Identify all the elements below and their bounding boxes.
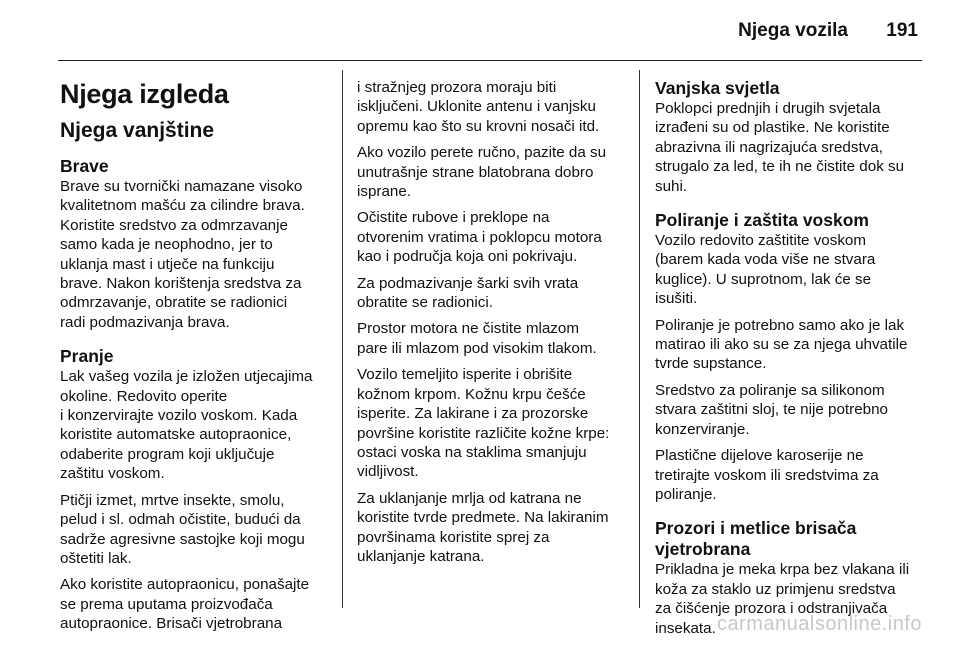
text-line: izrađeni su od plastike. Ne koristite (655, 119, 890, 137)
paragraph (357, 274, 627, 313)
text-line: Ako vozilo perete ručno, pazite da su (357, 144, 607, 162)
text-line: zaštitu voskom. (60, 465, 165, 483)
text-line: radi podmazivanja brava. (60, 313, 230, 331)
text-line: odmrzavanje, obratite se radionici (60, 294, 288, 312)
text-line: Očistite rubove i preklope na (357, 209, 550, 227)
paragraph (655, 316, 925, 374)
paragraph (60, 177, 330, 332)
text-line: Poliranje je potrebno samo ako je lak (655, 316, 905, 334)
header-divider (58, 60, 922, 61)
text-line: Za podmazivanje šarki svih vrata (357, 274, 579, 292)
text-line: Vozilo temeljito isperite i obrišite (357, 366, 573, 384)
text-line: površinama koristite sprej za (357, 528, 550, 546)
column-divider-2 (639, 70, 640, 608)
text-line: oštetiti lak. (60, 549, 132, 567)
paragraph (60, 367, 330, 483)
paragraph (655, 231, 925, 309)
heading-line: vjetrobrana (655, 539, 751, 560)
text-line: poliranje. (655, 485, 717, 503)
paragraph (655, 99, 925, 196)
text-line: Za uklanjanje mrlja od katrana ne (357, 489, 582, 507)
column-1 (60, 72, 330, 648)
text-line: koristite automatske autopraonice, (60, 426, 292, 444)
text-line: Ptičji izmet, mrtve insekte, smolu, (60, 491, 285, 509)
column-3 (655, 78, 925, 652)
text-line: isprane. (357, 183, 412, 201)
text-line: stvara zaštitni sloj, te nije potrebno (655, 401, 888, 419)
text-line: Sredstvo za poliranje sa silikonom (655, 381, 885, 399)
subsection-heading: Brave (60, 156, 109, 176)
text-line: samo kada je neophodno, jer to (60, 236, 273, 254)
heading-line: Vanjska svjetla (655, 78, 780, 98)
text-line: kvalitetnom mašću za cilindre brava. (60, 197, 305, 215)
text-line: tvrde supstance. (655, 355, 767, 373)
text-line: ostaci voska na staklima smanjuju (357, 443, 587, 461)
text-line: otvorenim vratima i poklopcu motora (357, 228, 602, 246)
text-line: Lak vašeg vozila je izložen utjecajima (60, 368, 313, 386)
watermark: carmanualsonline.info (716, 613, 922, 635)
paragraph (357, 489, 627, 567)
text-line: okoline. Redovito operite (60, 387, 228, 405)
text-line: Koristite sredstvo za odmrzavanje (60, 216, 288, 234)
text-line: i stražnjeg prozora moraju biti (357, 79, 557, 96)
text-line: abrazivna ili nagrizajuća sredstva, (655, 138, 883, 156)
text-line: opremu kao što su krovni nosači itd. (357, 117, 600, 135)
text-line: Prostor motora ne čistite mlazom (357, 320, 579, 338)
text-line: isušiti. (655, 290, 698, 308)
text-line: Poklopci prednjih i drugih svjetala (655, 100, 881, 117)
page-number: 191 (886, 20, 918, 41)
subsection-heading (655, 518, 925, 560)
text-line: za čišćenje prozora i odstranjivača (655, 600, 888, 618)
text-line: kožnom krpom. Kožnu krpu češće (357, 385, 586, 403)
chapter-title: Njega izgleda (60, 79, 229, 109)
paragraph (357, 78, 627, 136)
text-line: Plastične dijelove karoserije ne (655, 447, 864, 465)
text-line: Prikladna je meka krpa bez vlakana ili (655, 561, 910, 579)
paragraph (655, 446, 925, 504)
text-line: tretirajte voskom ili sredstvima za (655, 466, 879, 484)
text-line: brave. Nakon korištenja sredstva za (60, 275, 302, 293)
subsection-heading: Pranje (60, 346, 114, 367)
subsection (655, 78, 925, 196)
text-line: obratite se radionici. (357, 294, 493, 312)
paragraph (357, 365, 627, 481)
paragraph (655, 381, 925, 439)
text-line: vidljivost. (357, 463, 419, 481)
text-line: sadrže agresivne sastojke koji mogu (60, 530, 305, 548)
heading-line: Poliranje i zaštita voskom (655, 210, 869, 231)
text-line: autopraonice. Brisači vjetrobrana (60, 615, 283, 633)
text-line: kuglice). U suprotnom, lak će se (655, 270, 872, 288)
heading-line: Prozori i metlice brisača (655, 518, 857, 539)
text-line: kao i područja koja oni pokrivaju. (357, 248, 578, 266)
column-3-sections (655, 78, 925, 638)
text-line: koža za staklo uz primjenu sredstva (655, 580, 896, 598)
page-header (0, 0, 960, 62)
text-line: uklanja mast i utječe na funkciju (60, 255, 275, 273)
text-line: unutrašnje strane blatobrana dobro (357, 163, 594, 181)
subsection (60, 156, 330, 332)
text-line: površine koristite različite kožne krpe: (357, 424, 610, 442)
text-line: i konzervirajte vozilo voskom. Kada (60, 407, 298, 425)
text-line: se prema uputama proizvođača (60, 595, 273, 613)
text-line: (barem kada voda više ne stvara (655, 251, 876, 269)
text-line: uklanjanje katrana. (357, 547, 485, 565)
text-line: Brave su tvornički namazane visoko (60, 178, 303, 195)
text-line: suhi. (655, 177, 688, 195)
subsection (60, 346, 330, 633)
column-divider-1 (342, 70, 343, 608)
text-line: Ako koristite autopraonicu, ponašajte (60, 576, 310, 594)
text-line: pelud i sl. odmah očistite, budući da (60, 511, 301, 529)
text-line: Vozilo redovito zaštitite voskom (655, 232, 867, 250)
paragraph (357, 143, 627, 201)
text-line: strugalo za led, te ih ne čistite dok su (655, 158, 905, 176)
text-line: insekata. (655, 619, 716, 637)
text-line: pare ili mlazom pod visokim tlakom. (357, 339, 597, 357)
column-2-paragraphs (357, 78, 627, 566)
text-line: matirao ili ako su se za njega uhvatile (655, 336, 908, 354)
text-line: isključeni. Uklonite antenu i vanjsku (357, 98, 596, 116)
column-2 (357, 78, 627, 573)
paragraph (60, 491, 330, 569)
text-line: isperite. Za lakirane i za prozorske (357, 405, 589, 423)
text-line: koristite tvrde predmete. Na lakiranim (357, 509, 609, 527)
text-line: odaberite program koji uključuje (60, 445, 275, 463)
subsection (655, 210, 925, 504)
section-title: Njega vanjštine (60, 119, 215, 142)
paragraph (357, 208, 627, 266)
subsection-heading (655, 210, 925, 231)
header-title: Njega vozila (738, 20, 848, 41)
paragraph (60, 575, 330, 633)
paragraph (357, 319, 627, 358)
text-line: konzerviranje. (655, 420, 750, 438)
column-1-sections (60, 156, 330, 634)
subsection-heading (655, 78, 925, 99)
